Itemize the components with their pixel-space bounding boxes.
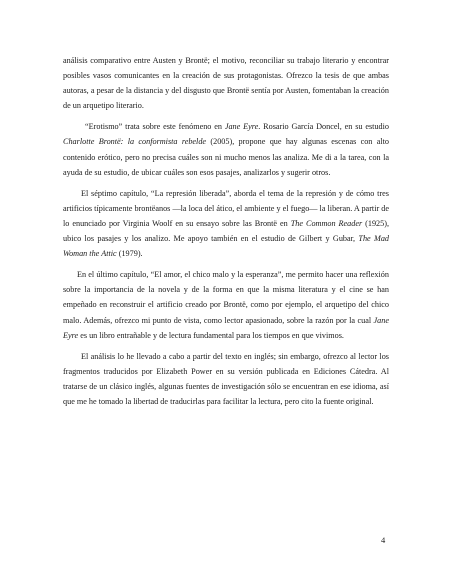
paragraph-ultimo-capitulo [63, 267, 389, 342]
italic-title-text: The Common Reader [290, 218, 363, 228]
paragraph-text: (1979). [116, 249, 143, 259]
paragraph-represion-liberada [63, 186, 389, 261]
paragraph-text: es un libro entrañable y de lectura fundamental para los tiempos en que vivimos. [78, 330, 344, 340]
paragraph-text: (2005), propone que hay algunas escenas con alto contenido erótico, pero no precisa cuáles son ni mucho menos las analiza. Me di a la tarea, con la ayuda de su estudio, de ubicar cuáles son esos pasajes, analizarlos y sugerir otros. [63, 137, 389, 177]
body-text [63, 53, 389, 415]
paragraph-text: El séptimo capítulo, “La represión liberada”, aborda el tema de la represión y de cómo tres artificios típicamente brontëanos —la loca del ático, el ambiente y el fuego— la liberan. A partir de lo enunciado por Virginia Woolf en su ensayo sobre las Brontë en [63, 188, 389, 228]
paragraph-analisis-texto [63, 349, 389, 409]
paragraph-erotismo [63, 119, 389, 179]
italic-title-text: The Mad Woman the Attic [63, 234, 390, 259]
paragraph-text: “Erotismo” trata sobre este fenómeno en [85, 122, 225, 132]
paragraph-comparative-analysis [63, 53, 389, 113]
paragraph-text: . Rosario García Doncel, en su estudio [258, 122, 389, 132]
paragraph-text: (1925), ubico los pasajes y los analizo. Me apoyo también en el estudio de Gilbert y Gubar, [63, 218, 390, 244]
page-number: 4 [381, 535, 386, 545]
paragraph-text: En el último capítulo, “El amor, el chico malo y la esperanza”, me permito hacer una reflexión sobre la importancia de la novela y de la forma en que la misma literatura y el cine se han empeñado en reconstruir el artificio creado por Brontë, como por ejemplo, el arquetipo del chico malo. Además, ofrezco mi punto de vista, como lector apasionado, sobre la razón por la cual [63, 270, 389, 325]
paragraph-text: El análisis lo he llevado a cabo a partir del texto en inglés; sin embargo, ofrezco al lector los fragmentos traducidos por Elizabeth Power en su versión publicada en Ediciones Cátedra. Al tratarse de un clásico inglés, algunas fuentes de investigación sólo se encuentran en ese idioma, así que me he tomado la libertad de traducirlas para facilitar la lectura, pero cito la fuente original. [63, 351, 389, 406]
italic-title-text: Charlotte Brontë: la conformista rebelde [63, 137, 207, 147]
paragraph-text: análisis comparativo entre Austen y Brontë; el motivo, reconciliar su trabajo literario y encontrar posibles vasos comunicantes en la creación de sus protagonistas. Ofrezco la tesis de que ambas autoras, a pesar de la distancia y del disgusto que Brontë sentía por Austen, fomentaban la creación de un arquetipo literario. [63, 56, 389, 111]
italic-title-text: Jane Eyre [224, 122, 259, 132]
italic-title-text: Jane Eyre [63, 315, 389, 340]
